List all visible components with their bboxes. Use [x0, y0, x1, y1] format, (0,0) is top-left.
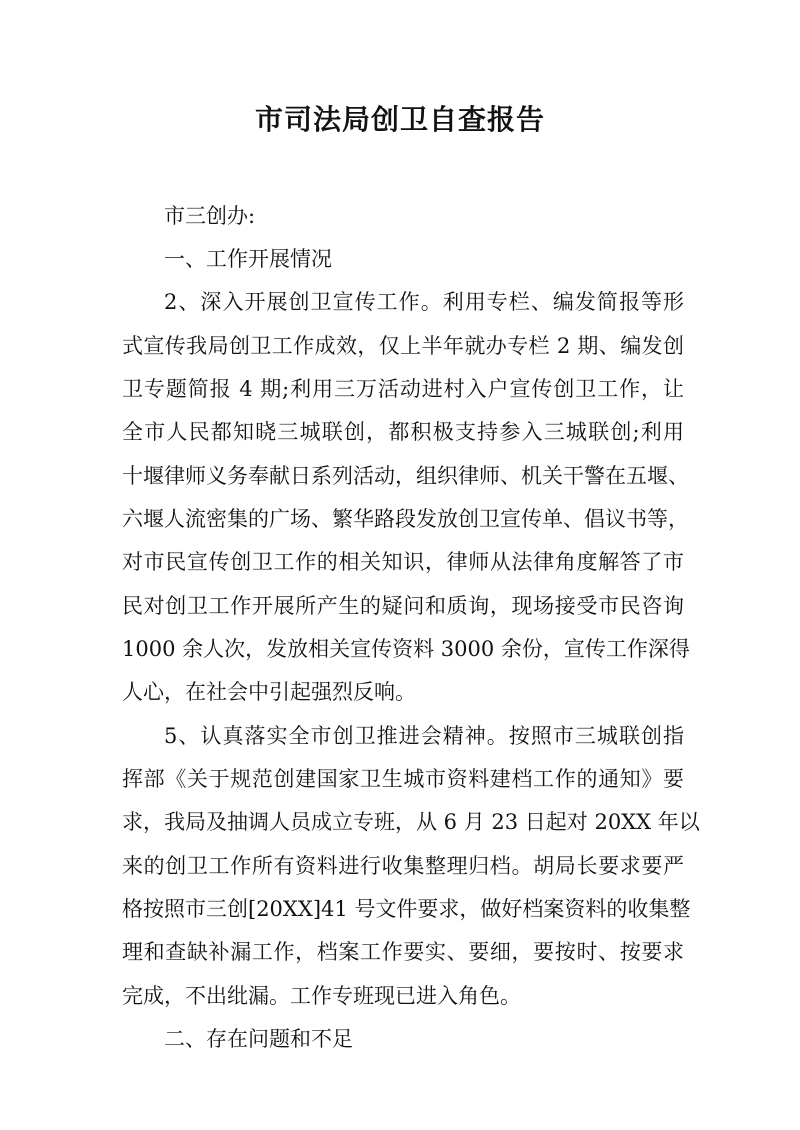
paragraph-line: 式宣传我局创卫工作成效，仅上半年就办专栏 2 期、编发创: [122, 334, 684, 358]
paragraph-line: 完成，不出纰漏。工作专班现已进入角色。: [122, 984, 521, 1008]
paragraph-line: 挥部《关于规范创建国家卫生城市资料建档工作的通知》要: [122, 767, 684, 791]
paragraph-line: 十堰律师义务奉献日系列活动，组织律师、机关干警在五堰、: [122, 464, 689, 488]
paragraph-line: 对市民宣传创卫工作的相关知识，律师从法律角度解答了市: [122, 550, 684, 574]
paragraph-line: 求，我局及抽调人员成立专班，从 6 月 23 日起对 20XX 年以: [122, 810, 700, 834]
section-heading-work-progress: 一、工作开展情况: [164, 247, 332, 271]
paragraph-line: 六堰人流密集的广场、繁华路段发放创卫宣传单、倡议书等，: [122, 507, 689, 531]
document-title: 市司法局创卫自查报告: [254, 103, 545, 136]
section-heading-problems: 二、存在问题和不足: [164, 1027, 353, 1051]
paragraph-line: 理和查缺补漏工作，档案工作要实、要细，要按时、按要求: [122, 940, 684, 964]
paragraph-line: 来的创卫工作所有资料进行收集整理归档。胡局长要求要严: [122, 854, 684, 878]
paragraph-line: 民对创卫工作开展所产生的疑问和质询，现场接受市民咨询: [122, 594, 684, 618]
paragraph-line: 人心，在社会中引起强烈反响。: [122, 680, 416, 704]
paragraph-line: 1000 余人次，发放相关宣传资料 3000 余份，宣传工作深得: [122, 637, 690, 661]
paragraph-line: 5、认真落实全市创卫推进会精神。按照市三城联创指: [164, 724, 684, 748]
paragraph-line: 全市人民都知晓三城联创，都积极支持参入三城联创;利用: [122, 420, 684, 444]
salutation: 市三创办:: [164, 204, 256, 228]
paragraph-line: 卫专题简报 4 期;利用三万活动进村入户宣传创卫工作，让: [122, 377, 684, 401]
paragraph-line: 2、深入开展创卫宣传工作。利用专栏、编发简报等形: [164, 290, 684, 314]
paragraph-line: 格按照市三创[20XX]41 号文件要求，做好档案资料的收集整: [122, 897, 691, 921]
